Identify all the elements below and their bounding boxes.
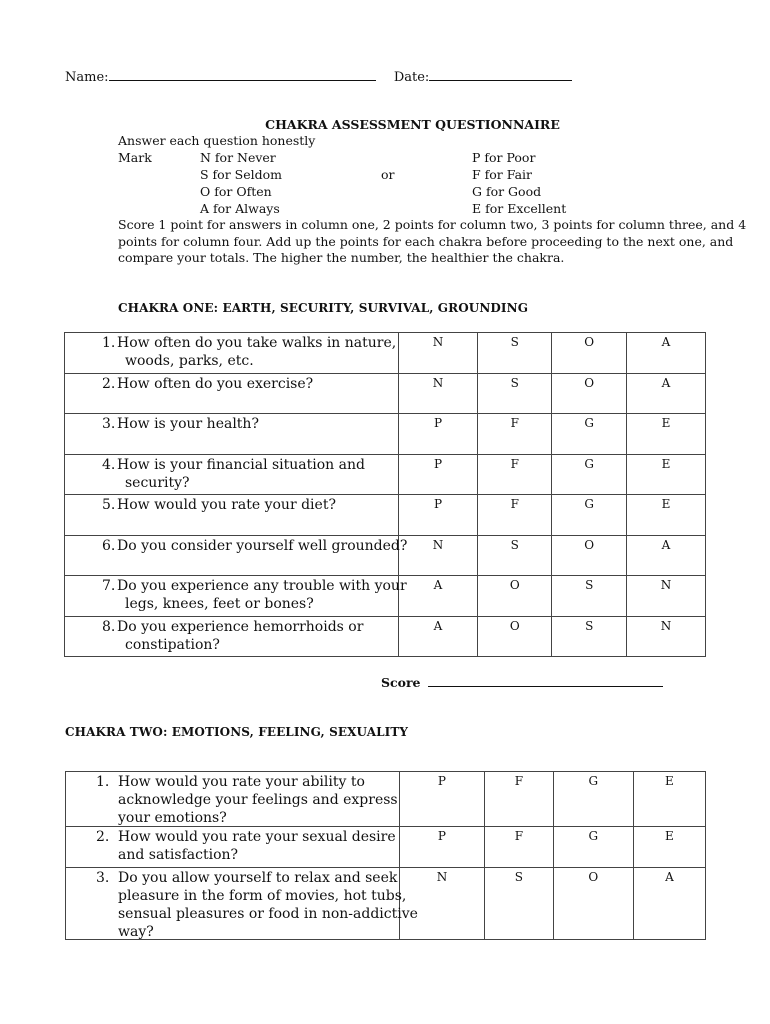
question-line: How would you rate your ability to [118, 774, 365, 790]
answer-option-1[interactable]: P [400, 772, 485, 827]
question-line: Do you experience any trouble with your [117, 578, 407, 594]
question-cell [66, 827, 400, 868]
code-excellent: E for Excellent [472, 201, 567, 216]
answer-option-3[interactable]: O [552, 374, 626, 414]
chakra-one-table [64, 332, 706, 657]
answer-option-4[interactable]: N [626, 576, 705, 617]
answer-option-2[interactable]: F [484, 772, 553, 827]
question-number: 5. [102, 497, 116, 513]
answer-option-1[interactable]: P [399, 414, 478, 455]
name-field[interactable] [109, 67, 376, 81]
answer-option-2[interactable]: F [478, 414, 552, 455]
question-row [65, 455, 706, 495]
answer-option-3[interactable]: O [553, 868, 633, 940]
question-number: 2. [96, 829, 110, 845]
question-number: 6. [102, 538, 116, 554]
answer-option-1[interactable]: P [399, 455, 478, 495]
answer-option-1[interactable]: N [400, 868, 485, 940]
scoring-line: points for column four. Add up the points for each chakra before proceeding to the next one, and [118, 233, 734, 249]
code-never: N for Never [200, 150, 276, 165]
answer-option-2[interactable]: F [478, 495, 552, 536]
answer-option-2[interactable]: F [484, 827, 553, 868]
question-line: sensual pleasures or food in non-addictive [118, 906, 418, 922]
answer-option-3[interactable]: O [552, 333, 626, 374]
question-line: How often do you take walks in nature, [117, 335, 397, 351]
page-title: CHAKRA ASSESSMENT QUESTIONNAIRE [265, 117, 560, 132]
question-cell [66, 772, 400, 827]
answer-option-4[interactable]: E [626, 414, 705, 455]
question-line: How is your financial situation and [117, 457, 365, 473]
answer-option-4[interactable]: E [626, 495, 705, 536]
question-row [65, 536, 706, 576]
answer-option-4[interactable]: E [626, 455, 705, 495]
question-line: How often do you exercise? [117, 376, 314, 392]
question-cell [65, 576, 407, 617]
question-text [117, 375, 313, 393]
question-line: legs, knees, feet or bones? [125, 596, 314, 612]
answer-option-2[interactable]: F [478, 455, 552, 495]
question-line: Do you consider yourself well grounded? [117, 538, 408, 554]
question-line: How would you rate your diet? [117, 497, 336, 513]
question-cell [65, 414, 399, 455]
question-text [118, 773, 398, 827]
name-date-line [65, 67, 572, 85]
answer-option-4[interactable]: E [633, 827, 705, 868]
answer-option-2[interactable]: O [478, 617, 552, 657]
question-line: security? [125, 475, 190, 491]
question-line: pleasure in the form of movies, hot tubs, [118, 888, 407, 904]
score-field[interactable] [428, 686, 663, 687]
question-text [117, 456, 365, 492]
question-text [118, 828, 396, 864]
question-text [118, 869, 418, 941]
answer-option-4[interactable]: A [633, 868, 705, 940]
answer-option-1[interactable]: N [399, 374, 478, 414]
question-row [66, 772, 706, 827]
question-number: 3. [102, 416, 116, 432]
question-row [65, 374, 706, 414]
answer-option-3[interactable]: G [552, 414, 626, 455]
chakra-one-heading: CHAKRA ONE: EARTH, SECURITY, SURVIVAL, GROUNDING [118, 301, 529, 315]
question-text [117, 577, 407, 613]
question-line: constipation? [125, 637, 220, 653]
question-text [117, 496, 336, 514]
name-label: Name: [65, 70, 109, 85]
answer-option-3[interactable]: G [553, 772, 633, 827]
code-fair: F for Fair [472, 167, 532, 182]
answer-option-4[interactable]: A [626, 374, 705, 414]
answer-option-2[interactable]: S [484, 868, 553, 940]
question-cell [65, 617, 399, 657]
question-number: 7. [102, 578, 116, 594]
question-number: 1. [102, 335, 116, 351]
answer-option-1[interactable]: N [399, 536, 478, 576]
question-row [66, 827, 706, 868]
answer-option-3[interactable]: S [552, 576, 626, 617]
code-good: G for Good [472, 184, 542, 199]
question-line: and satisfaction? [118, 847, 239, 863]
question-line: Do you experience hemorrhoids or [117, 619, 364, 635]
answer-option-2[interactable]: O [478, 576, 552, 617]
question-cell [65, 536, 408, 576]
answer-option-1[interactable]: A [399, 576, 478, 617]
question-cell [66, 868, 418, 940]
answer-option-3[interactable]: O [552, 536, 626, 576]
question-number: 1. [96, 774, 110, 790]
question-number: 8. [102, 619, 116, 635]
code-always: A for Always [200, 201, 280, 216]
question-line: Do you allow yourself to relax and seek [118, 870, 398, 886]
or-label: or [381, 167, 395, 182]
answer-option-3[interactable]: G [552, 495, 626, 536]
date-label: Date: [393, 70, 430, 85]
question-line: acknowledge your feelings and express [118, 792, 398, 808]
question-line: How would you rate your sexual desire [118, 829, 396, 845]
question-number: 4. [102, 457, 116, 473]
instruction-line: Answer each question honestly [118, 133, 316, 148]
answer-option-3[interactable]: S [552, 617, 626, 657]
question-cell [65, 374, 399, 414]
question-text [117, 334, 396, 370]
question-row [65, 414, 706, 455]
answer-option-2[interactable]: S [478, 536, 552, 576]
question-number: 2. [102, 376, 116, 392]
question-row [65, 333, 706, 374]
question-row [65, 495, 706, 536]
question-cell [65, 455, 399, 495]
answer-option-4[interactable]: E [633, 772, 705, 827]
question-text [117, 415, 259, 433]
question-line: woods, parks, etc. [125, 353, 254, 369]
scoring-line: compare your totals. The higher the number, the healthier the chakra. [118, 250, 565, 266]
score-label: Score [381, 675, 421, 690]
question-row [66, 868, 706, 940]
question-line: How is your health? [117, 416, 259, 432]
question-cell [65, 333, 399, 374]
scoring-instructions [118, 217, 746, 267]
scoring-line: Score 1 point for answers in column one, 2 points for column two, 3 points for column three, and 4 [118, 217, 747, 232]
question-text [117, 618, 363, 654]
question-line: way? [118, 924, 154, 940]
question-text [117, 537, 407, 555]
code-seldom: S for Seldom [200, 167, 282, 182]
code-often: O for Often [200, 184, 272, 199]
answer-option-1[interactable]: P [399, 495, 478, 536]
answer-option-1[interactable]: N [399, 333, 478, 374]
question-cell [65, 495, 399, 536]
chakra-two-heading: CHAKRA TWO: EMOTIONS, FEELING, SEXUALITY [65, 725, 409, 739]
answer-option-4[interactable]: A [626, 536, 705, 576]
chakra-two-table [65, 771, 706, 940]
answer-option-2[interactable]: S [478, 374, 552, 414]
answer-option-3[interactable]: G [552, 455, 626, 495]
answer-option-2[interactable]: S [478, 333, 552, 374]
question-line: your emotions? [118, 810, 227, 826]
answer-option-4[interactable]: A [626, 333, 705, 374]
question-row [65, 617, 706, 657]
question-number: 3. [96, 870, 110, 886]
date-field[interactable] [429, 67, 572, 81]
question-row [65, 576, 706, 617]
answer-option-3[interactable]: G [553, 827, 633, 868]
answer-option-4[interactable]: N [626, 617, 705, 657]
mark-label: Mark [118, 150, 152, 165]
code-poor: P for Poor [472, 150, 536, 165]
answer-option-1[interactable]: A [399, 617, 478, 657]
answer-option-1[interactable]: P [400, 827, 485, 868]
